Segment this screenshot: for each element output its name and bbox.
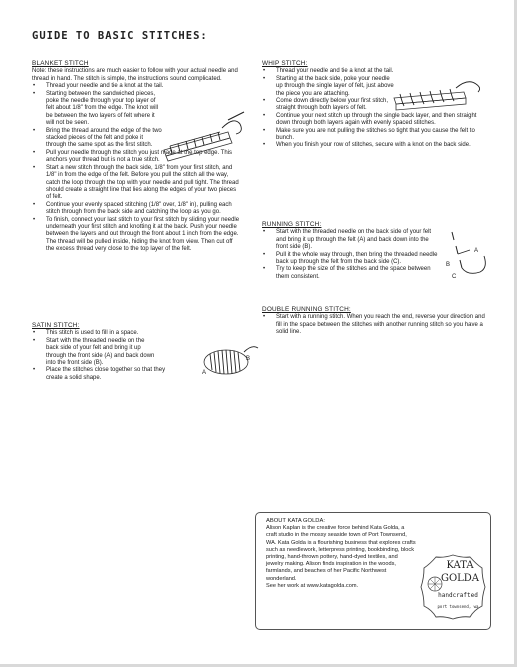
list-item: • Continue your next stitch up through the single back layer, and then straight down through both layers again with evenly spaced stitches. (262, 113, 484, 128)
about-link: See her work at www.katagolda.com. (266, 582, 359, 589)
satin-stitch-heading: SATIN STITCH: (32, 322, 80, 329)
list-item: • Start a new stitch through the back side, 1/8" from your first stitch, and 1/8" in from the edge of the felt. Before you pull the stitch all the way, catch the loop through the top with your needle and pull tight. The thread should create a straight line that lies along the edges of your two pieces of felt. (32, 165, 242, 202)
list-item: • This stitch is used to fill in a space. (32, 330, 182, 337)
about-heading: ABOUT KATA GOLDA: (266, 518, 325, 524)
sketch-label-a: A (202, 370, 207, 376)
list-item: • Come down directly below your first stitch, straight through both layers of felt. (262, 98, 396, 113)
sketch-label-b: B (446, 262, 451, 268)
whip-stitch-heading: WHIP STITCH: (262, 60, 308, 67)
list-item: • To finish, connect your last stitch to your first stitch by sliding your needle underneath your first stitch and knotting it at the back. Push your needle between the layers and out through the front about 1 inch from the edge. The thread will be pulled inside, hiding the knot from view. Then cut off the excess thread very close to the top layer of the felt. (32, 217, 242, 254)
double-running-stitch-heading: DOUBLE RUNNING STITCH: (262, 306, 351, 313)
list-item: • Starting at the back side, poke your needle up through the single layer of felt, just above the piece you are attaching. (262, 76, 396, 98)
logo-line-location: port townsend, wa (437, 604, 479, 609)
list-item: • Start with a running stitch. When you reach the end, reverse your direction and fill in the space between the stitches with another running stitch so you have a solid line. (262, 314, 486, 336)
list-item: • Starting between the sandwiched pieces, poke the needle through your top layer of felt about 1/8" from the edge. The knot will be between the two layers of felt where it will not be seen. (32, 91, 162, 128)
sketch-label-b: B (246, 356, 251, 362)
list-item: • Thread your needle and tie a knot at the tail. (262, 68, 396, 75)
list-item: • Place the stitches close together so that they create a solid shape. (32, 367, 182, 382)
kata-golda-logo (418, 552, 488, 622)
blanket-stitch-steps (32, 83, 242, 253)
list-item: • Continue your evenly spaced stitching (1/8" over, 1/8" in), pulling each stitch through from the back side and catching the loop as you go. (32, 202, 242, 217)
double-running-stitch-section (262, 306, 486, 337)
list-item: • Thread your needle and tie a knot at the tail. (32, 83, 242, 90)
running-stitch-steps (262, 229, 442, 281)
whip-stitch-illustration (392, 76, 484, 116)
sketch-label-a: A (474, 248, 479, 254)
list-item: • Start with the threaded needle on the back side of your felt and bring it up through the front side (A) and back down into the front side (B). (32, 338, 156, 368)
satin-stitch-illustration (200, 340, 262, 380)
logo-line-golda: GOLDA (440, 573, 480, 584)
list-item: • Try to keep the size of the stitches and the space between them consistent. (262, 266, 442, 281)
blanket-stitch-illustration (160, 110, 246, 162)
list-item: • Make sure you are not pulling the stitches so tight that you cause the felt to bunch. (262, 128, 484, 143)
list-item: • When you finish your row of stitches, secure with a knot on the back side. (262, 142, 484, 149)
logo-line-kata: KATA (446, 560, 474, 571)
sketch-label-c: C (452, 274, 457, 280)
about-section (266, 518, 416, 590)
double-running-stitch-steps (262, 314, 486, 336)
about-text: Alison Kaplan is the creative force behind Kata Golda, a craft studio in the mossy seaside town of Port Townsend, WA. Kata Golda is a flourishing business that explores crafts such as needlework, letterpress printing, bookbinding, block printing, hand-thrown pottery, hand-dyed textiles, and jewelry making. Alison finds inspiration in the woods, farmlands, and beaches of her Pacific Northwest wonderland. (266, 525, 416, 582)
list-item: • Pull your needle through the stitch you just made at the top edge. This anchors your thread but is not a true stitch. (32, 150, 242, 165)
running-stitch-section (262, 221, 442, 281)
blanket-stitch-heading: BLANKET STITCH (32, 60, 89, 67)
page-title: GUIDE TO BASIC STITCHES: (32, 30, 208, 42)
list-item: • Start with the threaded needle on the back side of your felt and bring it up through the felt (A) and back down into the front side (B). (262, 229, 442, 251)
satin-stitch-steps (32, 330, 182, 382)
blanket-stitch-intro: Note: these instructions are much easier to follow with your actual needle and thread in hand. The stitch is simple, the instructions sound complicated. (32, 68, 238, 82)
list-item: • Bring the thread around the edge of the two stacked pieces of the felt and poke it through the same spot as the first stitch. (32, 128, 162, 150)
running-stitch-illustration (444, 226, 490, 284)
list-item: • Pull it the whole way through, then bring the threaded needle back up through the felt from the back side (C). (262, 252, 442, 267)
logo-line-handcrafted: handcrafted (438, 592, 478, 599)
satin-stitch-section (32, 322, 182, 382)
running-stitch-heading: RUNNING STITCH: (262, 221, 322, 228)
